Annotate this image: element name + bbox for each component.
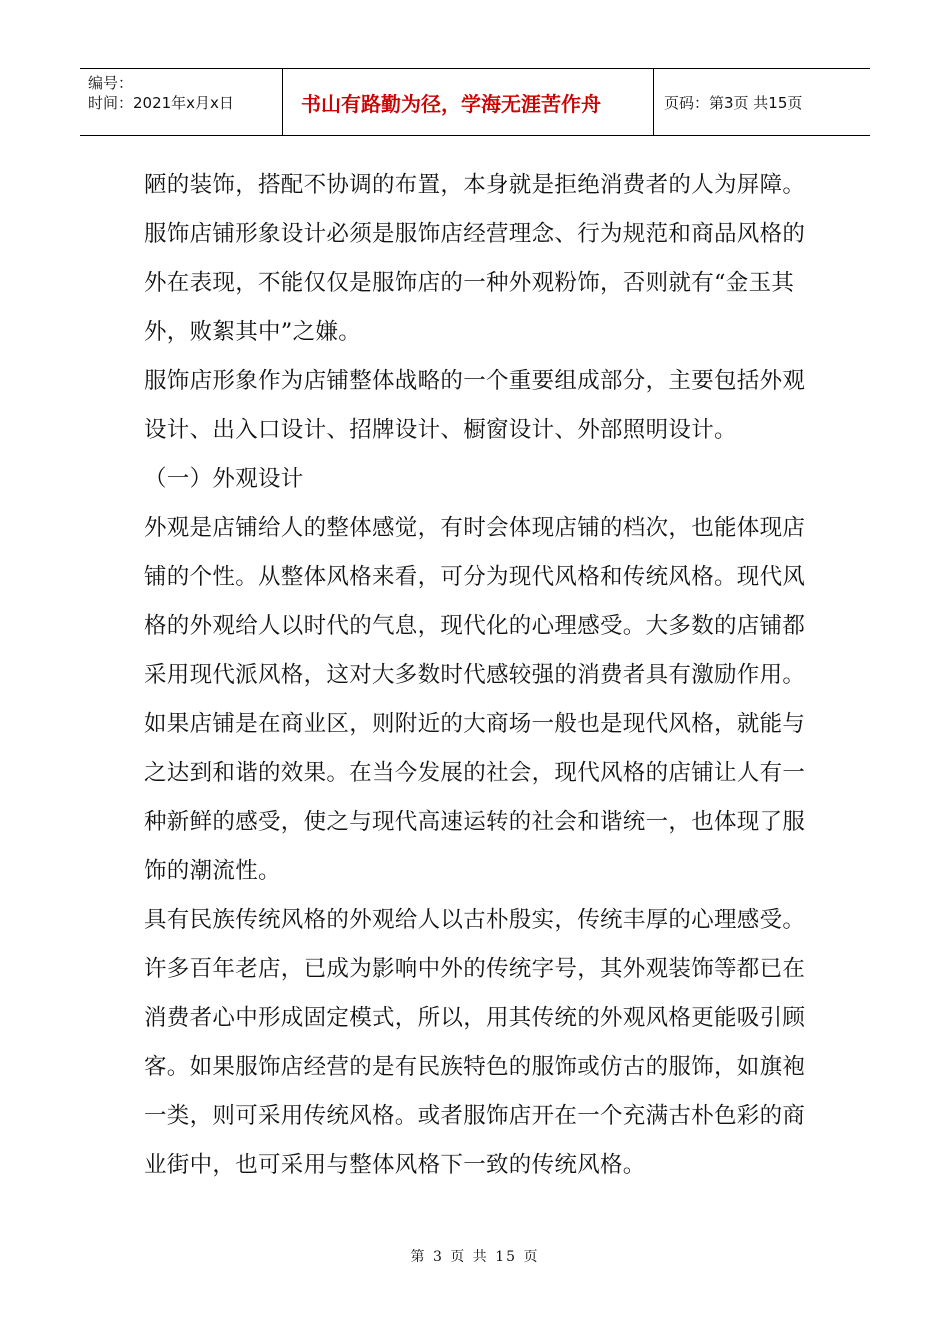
body-line: 设计、出入口设计、招牌设计、橱窗设计、外部照明设计。 bbox=[144, 417, 737, 443]
body-line: 饰的潮流性。 bbox=[144, 858, 281, 884]
header-motto-cell bbox=[283, 69, 654, 135]
body-line: 外，败絮其中”之嫌。 bbox=[144, 319, 362, 345]
section-heading: （一）外观设计 bbox=[144, 466, 304, 492]
body-line: 客。如果服饰店经营的是有民族特色的服饰或仿古的服饰，如旗袍 bbox=[144, 1054, 806, 1080]
page-footer: 第 3 页 共 15 页 bbox=[410, 1249, 540, 1265]
header-motto: 书山有路勤为径，学海无涯苦作舟 bbox=[301, 91, 601, 116]
body-line: 一类，则可采用传统风格。或者服饰店开在一个充满古朴色彩的商 bbox=[144, 1103, 806, 1129]
header-page-info: 页码：第3页 共15页 bbox=[664, 93, 803, 112]
body-line: 外观是店铺给人的整体感觉，有时会体现店铺的档次，也能体现店 bbox=[144, 515, 806, 541]
document-body bbox=[144, 161, 810, 1190]
body-line: 许多百年老店，已成为影响中外的传统字号，其外观装饰等都已在 bbox=[144, 956, 806, 982]
body-line: 外在表现，不能仅仅是服饰店的一种外观粉饰，否则就有“金玉其 bbox=[144, 270, 795, 296]
body-line: 铺的个性。从整体风格来看，可分为现代风格和传统风格。现代风 bbox=[144, 564, 806, 590]
body-line: 格的外观给人以时代的气息，现代化的心理感受。大多数的店铺都 bbox=[144, 613, 806, 639]
document-time-label: 时间：2021年x月x日 bbox=[88, 94, 234, 112]
body-line: 具有民族传统风格的外观给人以古朴殷实，传统丰厚的心理感受。 bbox=[144, 907, 806, 933]
body-line: 业街中，也可采用与整体风格下一致的传统风格。 bbox=[144, 1152, 646, 1178]
body-line: 消费者心中形成固定模式，所以，用其传统的外观风格更能吸引顾 bbox=[144, 1005, 806, 1031]
body-line: 服饰店形象作为店铺整体战略的一个重要组成部分，主要包括外观 bbox=[144, 368, 806, 394]
header-page-cell bbox=[654, 69, 870, 135]
document-number-label: 编号： bbox=[88, 74, 134, 92]
header-meta-cell bbox=[80, 69, 283, 135]
body-line: 服饰店铺形象设计必须是服饰店经营理念、行为规范和商品风格的 bbox=[144, 221, 806, 247]
body-line: 如果店铺是在商业区，则附近的大商场一般也是现代风格，就能与 bbox=[144, 711, 806, 737]
body-line: 采用现代派风格，这对大多数时代感较强的消费者具有激励作用。 bbox=[144, 662, 806, 688]
body-line: 种新鲜的感受，使之与现代高速运转的社会和谐统一，也体现了服 bbox=[144, 809, 806, 835]
body-line: 陋的装饰，搭配不协调的布置，本身就是拒绝消费者的人为屏障。 bbox=[144, 172, 806, 198]
header-table bbox=[80, 68, 870, 136]
body-line: 之达到和谐的效果。在当今发展的社会，现代风格的店铺让人有一 bbox=[144, 760, 806, 786]
